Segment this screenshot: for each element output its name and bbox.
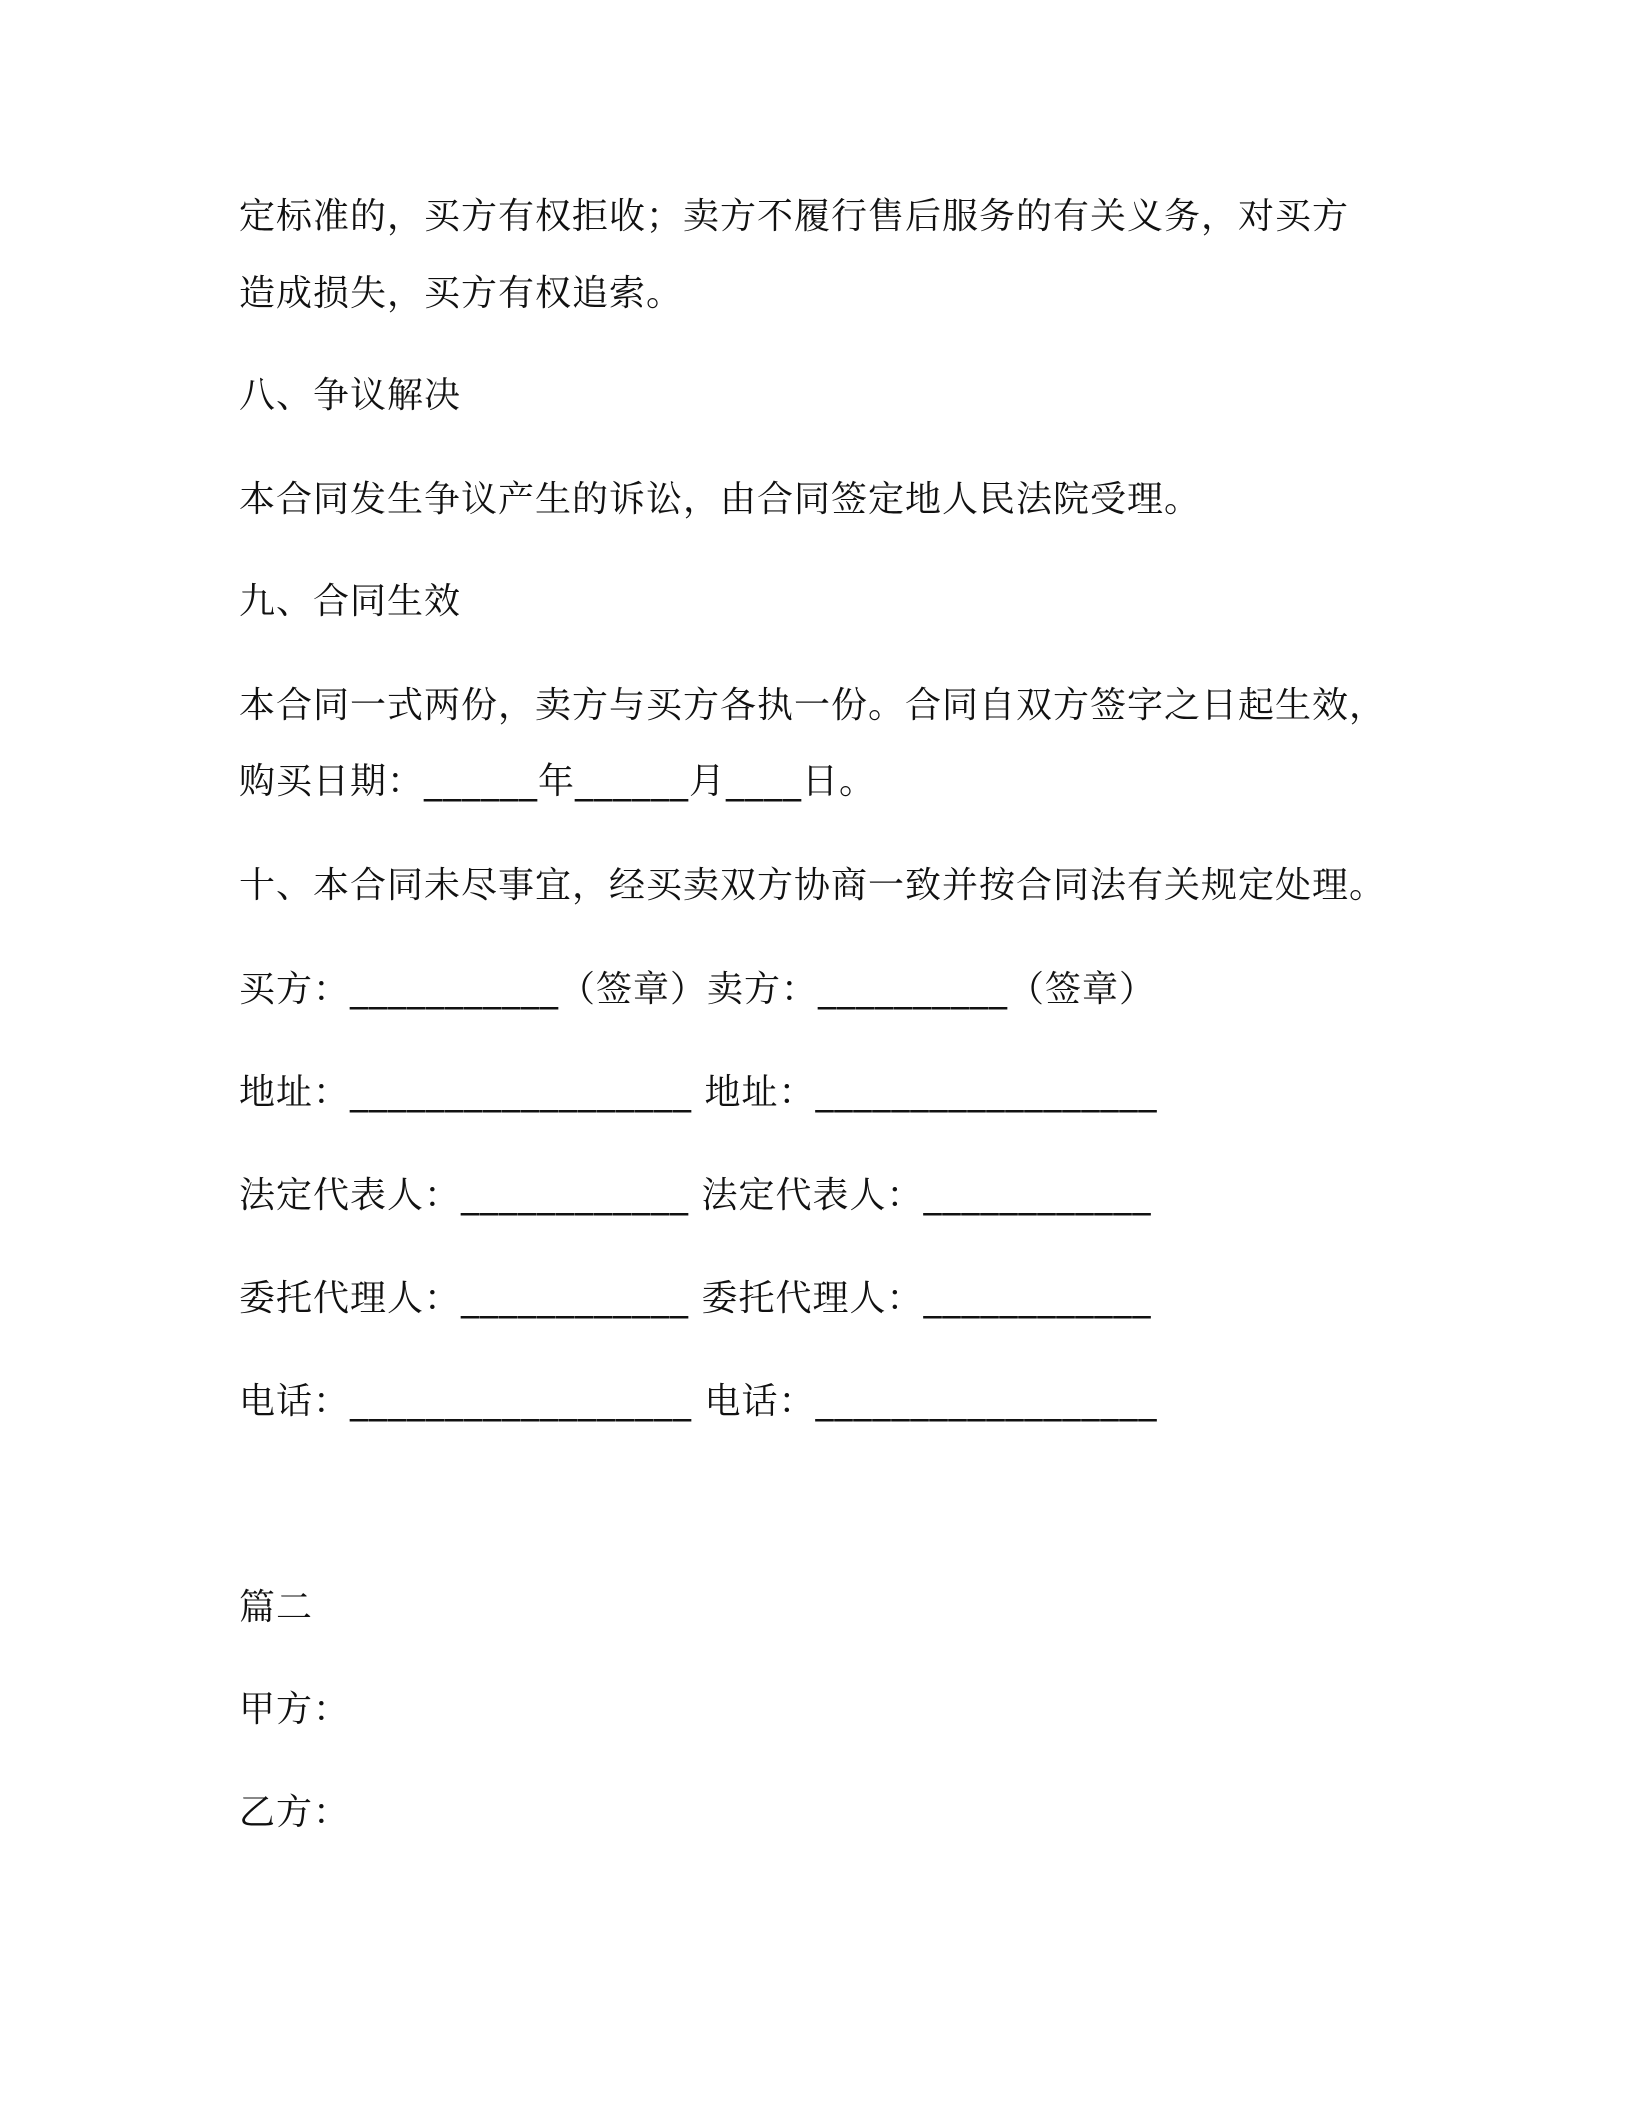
- authorized-agent-line: 委托代理人：____________ 委托代理人：____________: [239, 1278, 1152, 1319]
- part-two-heading: 篇二: [239, 1587, 314, 1628]
- section-9-text-line-1: 本合同一式两份，卖方与买方各执一份。合同自双方签字之日起生效，: [239, 685, 1387, 726]
- signature-buyer-seller: 买方：___________（签章）卖方：__________（签章）: [239, 969, 1157, 1010]
- purchase-date-line: 购买日期：______年______月____日。: [239, 761, 877, 802]
- phone-line: 电话：__________________ 电话：__________________: [239, 1381, 1158, 1422]
- section-8-heading: 八、争议解决: [239, 375, 462, 416]
- section-9-heading: 九、合同生效: [239, 581, 462, 622]
- section-10-text: 十、本合同未尽事宜，经买卖双方协商一致并按合同法有关规定处理。: [239, 865, 1387, 906]
- address-line: 地址：__________________ 地址：__________________: [239, 1072, 1158, 1113]
- clause-7-text-line-1: 定标准的，买方有权拒收；卖方不履行售后服务的有关义务，对买方: [239, 196, 1350, 237]
- legal-representative-line: 法定代表人：____________ 法定代表人：____________: [239, 1175, 1152, 1216]
- section-8-text: 本合同发生争议产生的诉讼，由合同签定地人民法院受理。: [239, 479, 1202, 520]
- party-b-label: 乙方：: [239, 1792, 351, 1833]
- party-a-label: 甲方：: [239, 1689, 351, 1730]
- clause-7-text-line-2: 造成损失，买方有权追索。: [239, 273, 684, 314]
